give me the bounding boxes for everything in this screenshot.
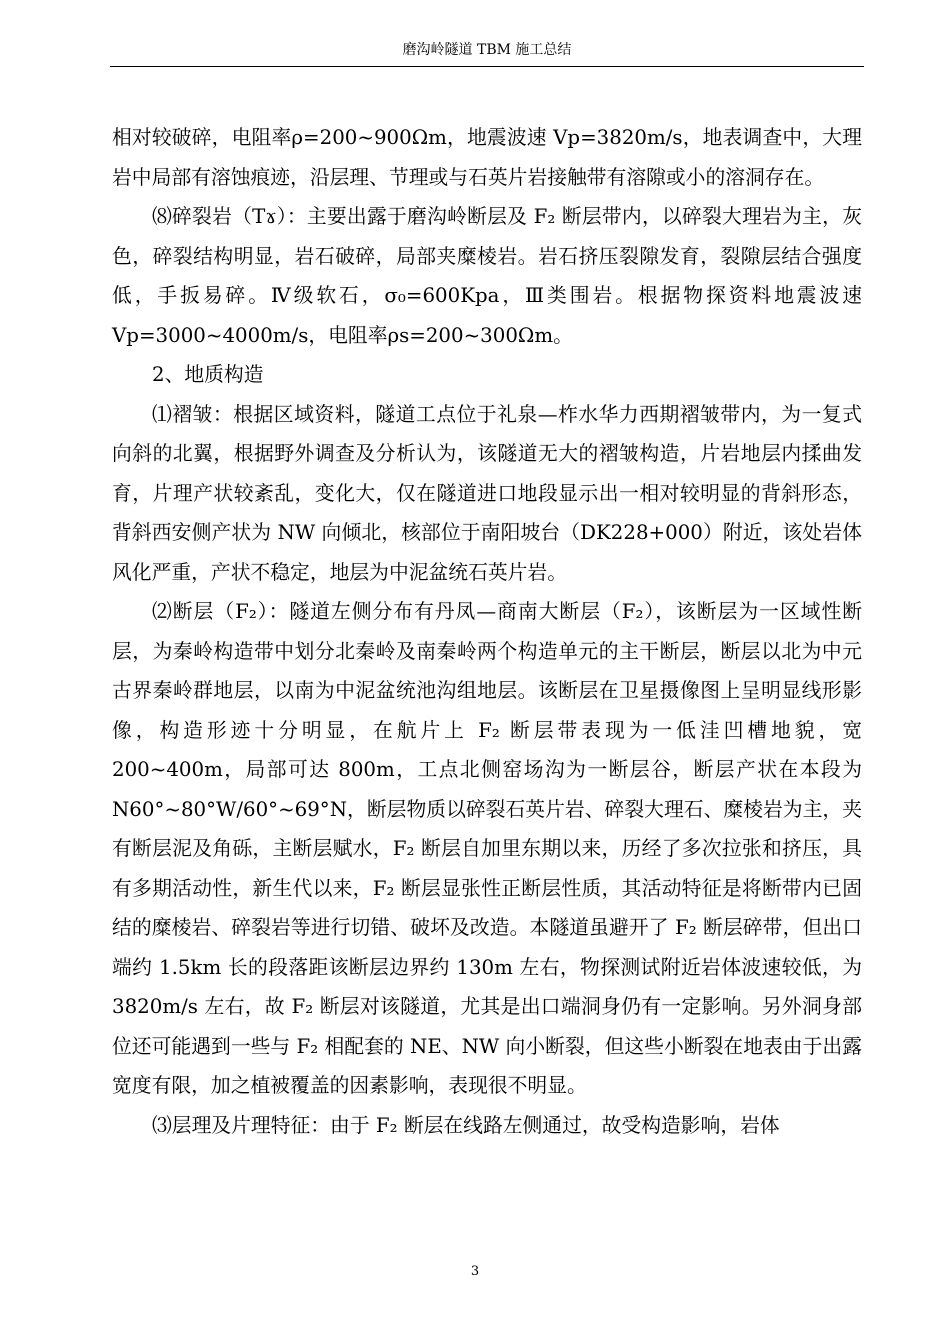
paragraph-bedding-schistosity: ⑶层理及片理特征：由于 F₂ 断层在线路左侧通过，故受构造影响，岩体 [152,1113,780,1137]
paragraph-fault: ⑵断层（F₂）：隧道左侧分布有丹凤—商南大断层（F₂），该断层为一区域性断层，为秦岭构造带中划分北秦岭及南秦岭两个构造单元的主干断层，断层以北为中元古界秦岭群地层，以南为中泥盆统池沟组地层。该断层在卫星摄像图上呈明显线形影像，构造形迹十分明显，在航片上 F₂ 断层带表现为一低洼凹槽地貌，宽 200~400m，局部可达 800m，工点北侧窑场沟为一断层谷，断层产状在本段为 N60°~80°W/60°~69°N，断层物质以碎裂石英片岩、碎裂大理石、糜棱岩为主，夹有断层泥及角砾，主断层赋水，F₂ 断层自加里东期以来，历经了多次拉张和挤压，具有多期活动性，新生代以来，F₂ 断层显张性正断层性质，其活动特征是将断带内已固结的糜棱岩、碎裂岩等进行切错、破坏及改造。本隧道虽避开了 F₂ 断层碎带，但出口端约 1.5km 长的段落距该断层边界约 130m 左右，物探测试附近岩体波速较低，为 3820m/s 左右，故 F₂ 断层对该隧道，尤其是出口端洞身仍有一定影响。另外洞身部位还可能遇到一些与 F₂ 相配套的 NE、NW 向小断裂，但这些小断裂在地表由于出露宽度有限，加之植被覆盖的因素影响，表现很不明显。 [112,600,862,1097]
paragraph-cataclasite: ⑻碎裂岩（Tɤ）：主要出露于磨沟岭断层及 F₂ 断层带内，以碎裂大理岩为主，灰色，碎裂结构明显，岩石破碎，局部夹糜棱岩。岩石挤压裂隙发育，裂隙层结合强度低，手扳易碎。Ⅳ级软石，σ₀=600Kpa，Ⅲ类围岩。根据物探资料地震波速 Vp=3000~4000m/s，电阻率ρs=200~300Ωm。 [112,205,862,347]
document-body [112,118,862,1145]
paragraph-marble-continued: 相对较破碎，电阻率ρ=200~900Ωm，地震波速 Vp=3820m/s，地表调查中，大理岩中局部有溶蚀痕迹，沿层理、节理或与石英片岩接触带有溶隙或小的溶洞存在。 [112,126,862,189]
header-rule [110,66,864,67]
paragraph-folds: ⑴褶皱：根据区域资料，隧道工点位于礼泉—柞水华力西期褶皱带内，为一复式向斜的北翼，根据野外调查及分析认为，该隧道无大的褶皱构造，片岩地层内揉曲发育，片理产状较紊乱，变化大，仅在隧道进口地段显示出一相对较明显的背斜形态，背斜西安侧产状为 NW 向倾北，核部位于南阳坡台（DK228+000）附近，该处岩体风化严重，产状不稳定，地层为中泥盆统石英片岩。 [112,402,862,584]
section-heading-geologic-structure: 2、地质构造 [152,363,264,386]
page-number: 3 [470,1264,480,1279]
running-header: 磨沟岭隧道 TBM 施工总结 [402,42,572,58]
